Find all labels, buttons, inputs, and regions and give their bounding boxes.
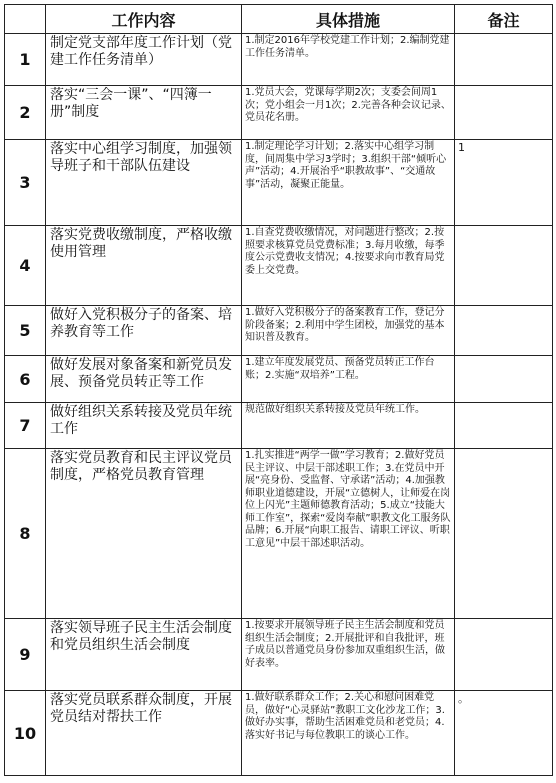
row-number: 9 [5,619,46,691]
header-notes: 备注 [455,5,553,34]
measures-cell: 1.自查党费收缴情况，对问题进行整改；2.按照要求核算党员党费标准；3.每月收缴，每季度公示党费收支情况；4.按要求向市教育局党委上交党费。 [242,226,455,306]
work-content-cell: 落实领导班子民主生活会制度和党员组织生活会制度 [46,619,242,691]
table-row [5,356,553,403]
work-content-cell: 制定党支部年度工作计划（党建工作任务清单） [46,34,242,86]
row-number: 7 [5,403,46,449]
note-cell [455,449,553,619]
work-content-cell: 落实“三会一课”、“四簿一册”制度 [46,86,242,140]
row-number: 5 [5,306,46,356]
row-number: 2 [5,86,46,140]
row-number: 8 [5,449,46,619]
work-content-cell: 落实党员教育和民主评议党员制度，严格党员教育管理 [46,449,242,619]
note-cell [455,356,553,403]
header-measures: 具体措施 [242,5,455,34]
work-content-cell: 做好发展对象备案和新党员发展、预备党员转正等工作 [46,356,242,403]
measures-cell: 1.制定理论学习计划；2.落实中心组学习制度，间周集中学习3学时；3.组织干部“倾听心声”活动；4.开展治乎“职教故事”、“交通故事”活动，凝聚正能量。 [242,140,455,226]
measures-cell: 1.制定2016年学校党建工作计划；2.编制党建工作任务清单。 [242,34,455,86]
note-cell [455,226,553,306]
table-row [5,403,553,449]
table-row [5,619,553,691]
table-row [5,226,553,306]
measures-cell: 1.党员大会，党课每学期2次；支委会间周1次；党小组会一月1次；2.完善各种会议记录、党员花名册。 [242,86,455,140]
note-cell: 1 [455,140,553,226]
table-row [5,34,553,86]
note-cell [455,403,553,449]
plan-sheet [4,4,552,776]
work-content-cell: 做好入党积极分子的备案、培养教育等工作 [46,306,242,356]
header-work-content: 工作内容 [46,5,242,34]
table-row [5,86,553,140]
table-row [5,140,553,226]
work-content-cell: 落实党费收缴制度，严格收缴使用管理 [46,226,242,306]
measures-cell: 1.做好入党积极分子的备案教育工作，登记分阶段备案；2.利用中学生团校，加强党的基本知识普及教育。 [242,306,455,356]
row-number: 4 [5,226,46,306]
measures-cell: 规范做好组织关系转接及党员年统工作。 [242,403,455,449]
header-row [5,5,553,34]
header-index [5,5,46,34]
note-cell: 。 [455,691,553,776]
note-cell [455,619,553,691]
note-cell [455,34,553,86]
table-row [5,306,553,356]
table-row [5,449,553,619]
row-number: 1 [5,34,46,86]
measures-cell: 1.做好联系群众工作；2.关心和慰问困难党员，做好“心灵驿站”教职工文化沙龙工作；3.做好办实事，帮助生活困难党员和老党员；4.落实好书记与每位教职工的谈心工作。 [242,691,455,776]
work-content-cell: 做好组织关系转接及党员年统工作 [46,403,242,449]
row-number: 3 [5,140,46,226]
measures-cell: 1.扎实推进“两学一做”学习教育；2.做好党员民主评议、中层干部述职工作；3.在党员中开展“亮身份、受监督、守承诺”活动；4.加强教师职业道德建设，开展“立德树人，让师爱在岗位上闪光”主题师德教育活动；5.成立“技能大师工作室”，探索“爱岗奉献”职教文化工服务队品牌；6.开展“向职工报告、请职工评议、听职工意见”中层干部述职活动。 [242,449,455,619]
measures-cell: 1.按要求开展领导班子民主生活会制度和党员组织生活会制度；2.开展批评和自我批评，班子成员以普通党员身份参加双重组织生活，做好表率。 [242,619,455,691]
row-number: 6 [5,356,46,403]
note-cell [455,86,553,140]
work-content-cell: 落实中心组学习制度，加强领导班子和干部队伍建设 [46,140,242,226]
work-plan-table [4,4,553,776]
row-number: 10 [5,691,46,776]
table-row [5,691,553,776]
measures-cell: 1.建立年度发展党员、预备党员转正工作台账；2.实施“双培养”工程。 [242,356,455,403]
work-content-cell: 落实党员联系群众制度，开展党员结对帮扶工作 [46,691,242,776]
note-cell [455,306,553,356]
